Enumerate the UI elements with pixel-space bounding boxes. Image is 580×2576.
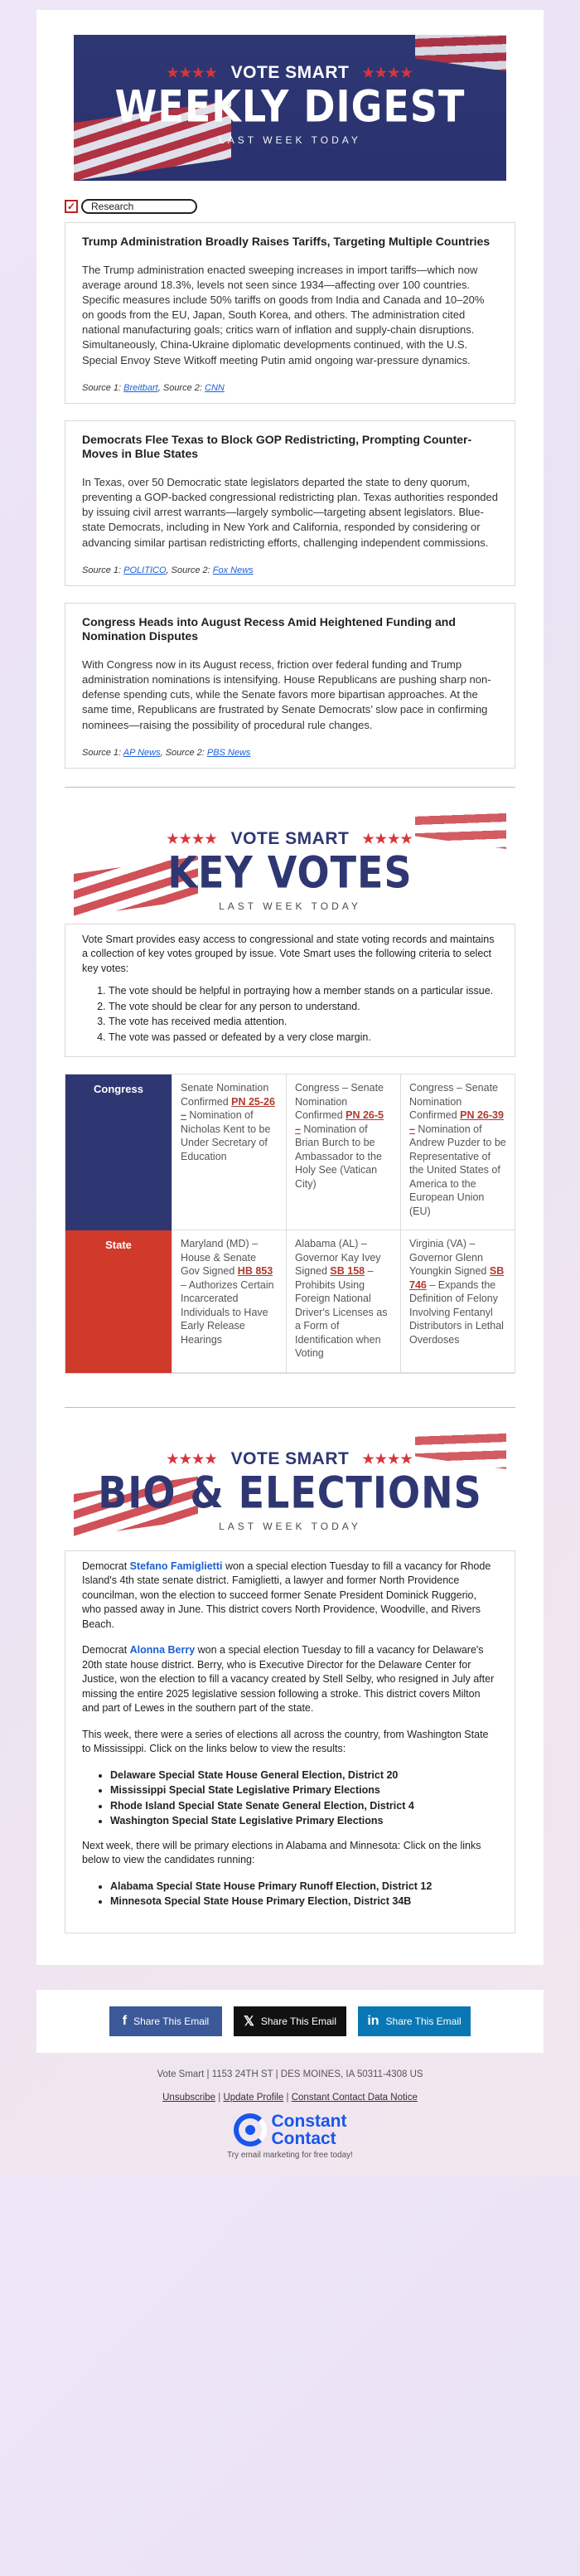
banner-subtitle: LAST WEEK TODAY	[219, 134, 361, 147]
story-body: The Trump administration enacted sweeping increases in import tariffs—which now average around 18.3%, levels not seen since 1934—affecting over 100 countries. Specific measures include 50% tariffs on goods from India and Canada and 10–20% on goods from the EU, Japan, South Korea, and others. The administration cited national manufacturing goals; critics warn of inflation and supply-chain disruptions. Simultaneously, China-Ukraine diplomatic developments continued, with the U.S. Special Envoy Steve Witkoff meeting Putin amid ongoing war-pressure dynamics.	[82, 263, 485, 366]
source-link[interactable]: PBS News	[206, 747, 251, 758]
stories-list	[65, 222, 515, 769]
stars-icon: ★★★★	[167, 66, 218, 80]
source-link[interactable]: Breitbart	[123, 382, 158, 393]
weekly-digest-banner	[74, 35, 506, 181]
source-label: Source 1:	[82, 565, 122, 575]
bio-text: won a special election Tuesday to fill a vacancy for Rhode Island's 4th state senate district. Famiglietti, a lawyer and former North Providence councilman, won the election to succeed former Senate President Dominick Ruggerio, who passed away in June. This district covers North Providence, Woodville, and Rivers Beach.	[82, 1560, 491, 1630]
facebook-icon: f	[122, 2013, 128, 2028]
footer-links	[0, 2093, 580, 2103]
vote-link[interactable]: HB 853	[237, 1265, 273, 1278]
vote-cell	[286, 1075, 400, 1230]
vote-cell	[286, 1230, 400, 1373]
vote-link[interactable]: SB 746	[409, 1265, 505, 1291]
bio-paragraph: This week, there were a series of elections all across the country, from Washington State to Mississippi. Click on the links below to view the results:	[82, 1728, 489, 1755]
source-label: Source 2:	[171, 565, 210, 575]
bio-text: Democrat	[82, 1644, 130, 1657]
vote-text: Nomination of Andrew Puzder to be Representative of the United States of America to the European Union (EU)	[409, 1123, 506, 1217]
candidate-link[interactable]: Alonna Berry	[129, 1644, 196, 1657]
intro-text: Vote Smart provides easy access to congressional and state voting records and maintains a collection of key votes grouped by issue. Vote Smart uses the following criteria to select key votes:	[82, 933, 495, 974]
bio-paragraph: Next week, there will be primary elections in Alabama and Minnesota: Click on the links below to view the candidates running:	[82, 1839, 481, 1866]
vote-cell	[400, 1075, 515, 1230]
source-link[interactable]: AP News	[123, 747, 161, 758]
stars-icon: ★★★★	[362, 1452, 413, 1467]
vote-text: Congress – Senate Nomination Confirmed	[409, 1082, 499, 1122]
x-share-button[interactable]	[234, 2006, 346, 2036]
banner-brand-text: VOTE SMART	[230, 63, 350, 82]
vote-text: Nomination of Brian Burch to be Ambassador to the Holy See (Vatican City)	[295, 1123, 382, 1190]
criteria-item: 2. The vote should be clear for any person to understand.	[109, 1000, 498, 1015]
story-sources: Source 1: Breitbart, Source 2: CNN	[82, 382, 225, 393]
share-label: Share This Email	[260, 2015, 337, 2027]
upcoming-list	[110, 1880, 498, 1909]
constant-contact-icon	[234, 2113, 267, 2147]
linkedin-icon: in	[367, 2013, 379, 2028]
criteria-item: 1. The vote should be helpful in portraying how a member stands on a particular issue.	[109, 984, 498, 999]
source-label: Source 2:	[165, 747, 205, 758]
election-link[interactable]: • Mississippi Special State Legislative Primary Elections	[110, 1783, 498, 1798]
key-votes-table	[65, 1074, 515, 1374]
banner-brand	[74, 1433, 506, 1469]
unsubscribe-link[interactable]: Unsubscribe	[162, 2092, 216, 2103]
stars-icon: ★★★★	[167, 832, 218, 847]
link-separator: |	[218, 2092, 221, 2103]
banner-brand-text: VOTE SMART	[230, 1448, 350, 1468]
research-header	[65, 199, 515, 214]
brand-line: Constant	[271, 2111, 347, 2131]
linkedin-share-button[interactable]	[358, 2006, 471, 2036]
key-votes-intro	[65, 924, 515, 1058]
email-card	[36, 10, 544, 1965]
footer-address: Vote Smart | 1153 24TH ST | DES MOINES, IA 50311-4308 US	[157, 2069, 423, 2079]
bio-paragraph	[82, 1643, 498, 1716]
x-icon: 𝕏	[243, 2014, 254, 2029]
stars-icon: ★★★★	[362, 66, 413, 80]
vote-link[interactable]: PN 26-5 –	[295, 1109, 384, 1135]
candidate-link[interactable]: Stefano Famiglietti	[129, 1560, 223, 1572]
source-link[interactable]: CNN	[205, 382, 225, 393]
bio-elections-section	[65, 1550, 515, 1933]
vote-text: Congress – Senate Nomination Confirmed	[295, 1082, 384, 1122]
link-separator: |	[286, 2092, 289, 2103]
results-list	[110, 1768, 498, 1829]
story-sources: Source 1: POLITICO, Source 2: Fox News	[82, 565, 254, 575]
vote-cell	[172, 1075, 286, 1230]
stars-icon: ★★★★	[167, 1452, 218, 1467]
banner-brand	[74, 813, 506, 849]
vote-text: Virginia (VA) – Governor Glenn Youngkin Signed	[409, 1238, 490, 1278]
banner-brand	[74, 35, 506, 83]
vote-text: – Authorizes Certain Incarcerated Individuals to Have Early Release Hearings	[181, 1278, 274, 1346]
criteria-item: 4. The vote was passed or defeated by a very close margin.	[109, 1031, 498, 1045]
congress-row-label: Congress	[65, 1075, 172, 1230]
footer-tagline: Try email marketing for free today!	[227, 2150, 353, 2160]
vote-text: Nomination of Nicholas Kent to be Under Secretary of Education	[181, 1109, 271, 1162]
vote-link[interactable]: SB 158	[330, 1265, 365, 1278]
vote-link[interactable]: PN 25-26 –	[181, 1095, 275, 1122]
brand-line: Contact	[271, 2128, 336, 2148]
state-row-label: State	[65, 1230, 172, 1373]
vote-text: – Prohibits Using Foreign National Driver's Licenses as a Form of Identification when Voting	[295, 1265, 388, 1360]
news-story	[65, 222, 515, 404]
election-link[interactable]: • Delaware Special State House General Election, District 20	[110, 1768, 498, 1783]
vote-text: – Expands the Definition of Felony Involving Fentanyl Distributors in Lethal Overdoses	[409, 1278, 504, 1346]
election-link[interactable]: • Washington Special State Legislative Primary Elections	[110, 1814, 498, 1829]
bio-elections-banner	[74, 1433, 506, 1537]
key-votes-banner	[74, 813, 506, 917]
banner-title: WEEKLY DIGEST	[114, 80, 466, 133]
election-link[interactable]: • Minnesota Special State House Primary Election, District 34B	[110, 1894, 498, 1909]
vote-link[interactable]: PN 26-39 –	[409, 1109, 504, 1135]
vote-text: Senate Nomination Confirmed	[181, 1082, 269, 1108]
section-divider	[65, 1407, 515, 1408]
story-body: In Texas, over 50 Democratic state legislators departed the state to deny quorum, preventing a GOP-backed congressional redistricting plan. Texas authorities responded by issuing civil arrest warrants—largely symbolic—targeting absent legislators. Blue-state Democrats, including in New York and California, responded by considering or advancing similar partisan redistricting efforts, challenging independent commissions.	[82, 475, 498, 549]
banner-brand-text: VOTE SMART	[230, 828, 350, 848]
source-link[interactable]: Fox News	[212, 565, 254, 575]
vote-cell	[172, 1230, 286, 1373]
research-label: Research	[81, 199, 197, 214]
update-profile-link[interactable]: Update Profile	[223, 2092, 284, 2103]
source-label: Source 1:	[82, 382, 122, 393]
stars-icon: ★★★★	[362, 832, 413, 847]
banner-title: KEY VOTES	[167, 846, 413, 898]
vote-text: Alabama (AL) – Governor Kay Ivey Signed	[295, 1238, 381, 1278]
bio-text: won a special election Tuesday to fill a vacancy for Delaware's 20th state house district. Berry, who is Executive Director for the Delaware Center for Justice, won the election to fill a vacancy created by Stell Selby, who resigned in July after missing the entire 2025 legislative session following a stroke. This district covers Milton and part of Lewes in the southern part of the state.	[82, 1644, 495, 1715]
news-story	[65, 420, 515, 586]
story-title: Trump Administration Broadly Raises Tariffs, Targeting Multiple Countries	[82, 235, 491, 248]
facebook-share-button[interactable]	[109, 2006, 222, 2036]
source-label: Source 1:	[82, 747, 122, 758]
story-body: With Congress now in its August recess, friction over federal funding and Trump administration nominations is intensifying. House Republicans are pushing sharp non-defense spending cuts, while the Senate favors more bipartisan approaches. At the same time, Republicans are frustrated by Senate Democrats’ slow pace in confirming nominees—raising the possibility of procedural rule changes.	[82, 657, 491, 731]
section-divider	[65, 787, 515, 788]
story-title: Congress Heads into August Recess Amid Heightened Funding and Nomination Disputes	[82, 614, 456, 643]
banner-subtitle: LAST WEEK TODAY	[219, 1520, 361, 1532]
footer	[0, 2069, 580, 2160]
banner-title: BIO & ELECTIONS	[98, 1466, 482, 1518]
constant-contact-wordmark	[272, 2113, 347, 2147]
story-title: Democrats Flee Texas to Block GOP Redistricting, Prompting Counter-Moves in Blue States	[82, 432, 472, 461]
criteria-list	[109, 984, 498, 1045]
source-label: Source 2:	[162, 382, 202, 393]
criteria-item: 3. The vote has received media attention.	[109, 1015, 498, 1030]
share-label: Share This Email	[385, 2015, 462, 2027]
vote-cell	[400, 1230, 515, 1373]
election-link[interactable]: • Rhode Island Special State Senate General Election, District 4	[110, 1799, 498, 1814]
bio-text: Democrat	[82, 1560, 130, 1572]
vote-text: Maryland (MD) – House & Senate Gov Signed	[181, 1238, 259, 1278]
share-label: Share This Email	[133, 2015, 210, 2027]
banner-subtitle: LAST WEEK TODAY	[219, 900, 361, 912]
share-bar	[36, 1990, 544, 2053]
news-story	[65, 603, 515, 769]
source-link[interactable]: POLITICO	[123, 565, 167, 575]
election-link[interactable]: • Alabama Special State House Primary Runoff Election, District 12	[110, 1880, 498, 1894]
data-notice-link[interactable]: Constant Contact Data Notice	[291, 2092, 418, 2103]
story-sources: Source 1: AP News, Source 2: PBS News	[82, 747, 251, 758]
bio-paragraph	[82, 1560, 498, 1632]
checkmark-icon: ✓	[65, 200, 78, 213]
constant-contact-logo[interactable]	[0, 2113, 580, 2147]
